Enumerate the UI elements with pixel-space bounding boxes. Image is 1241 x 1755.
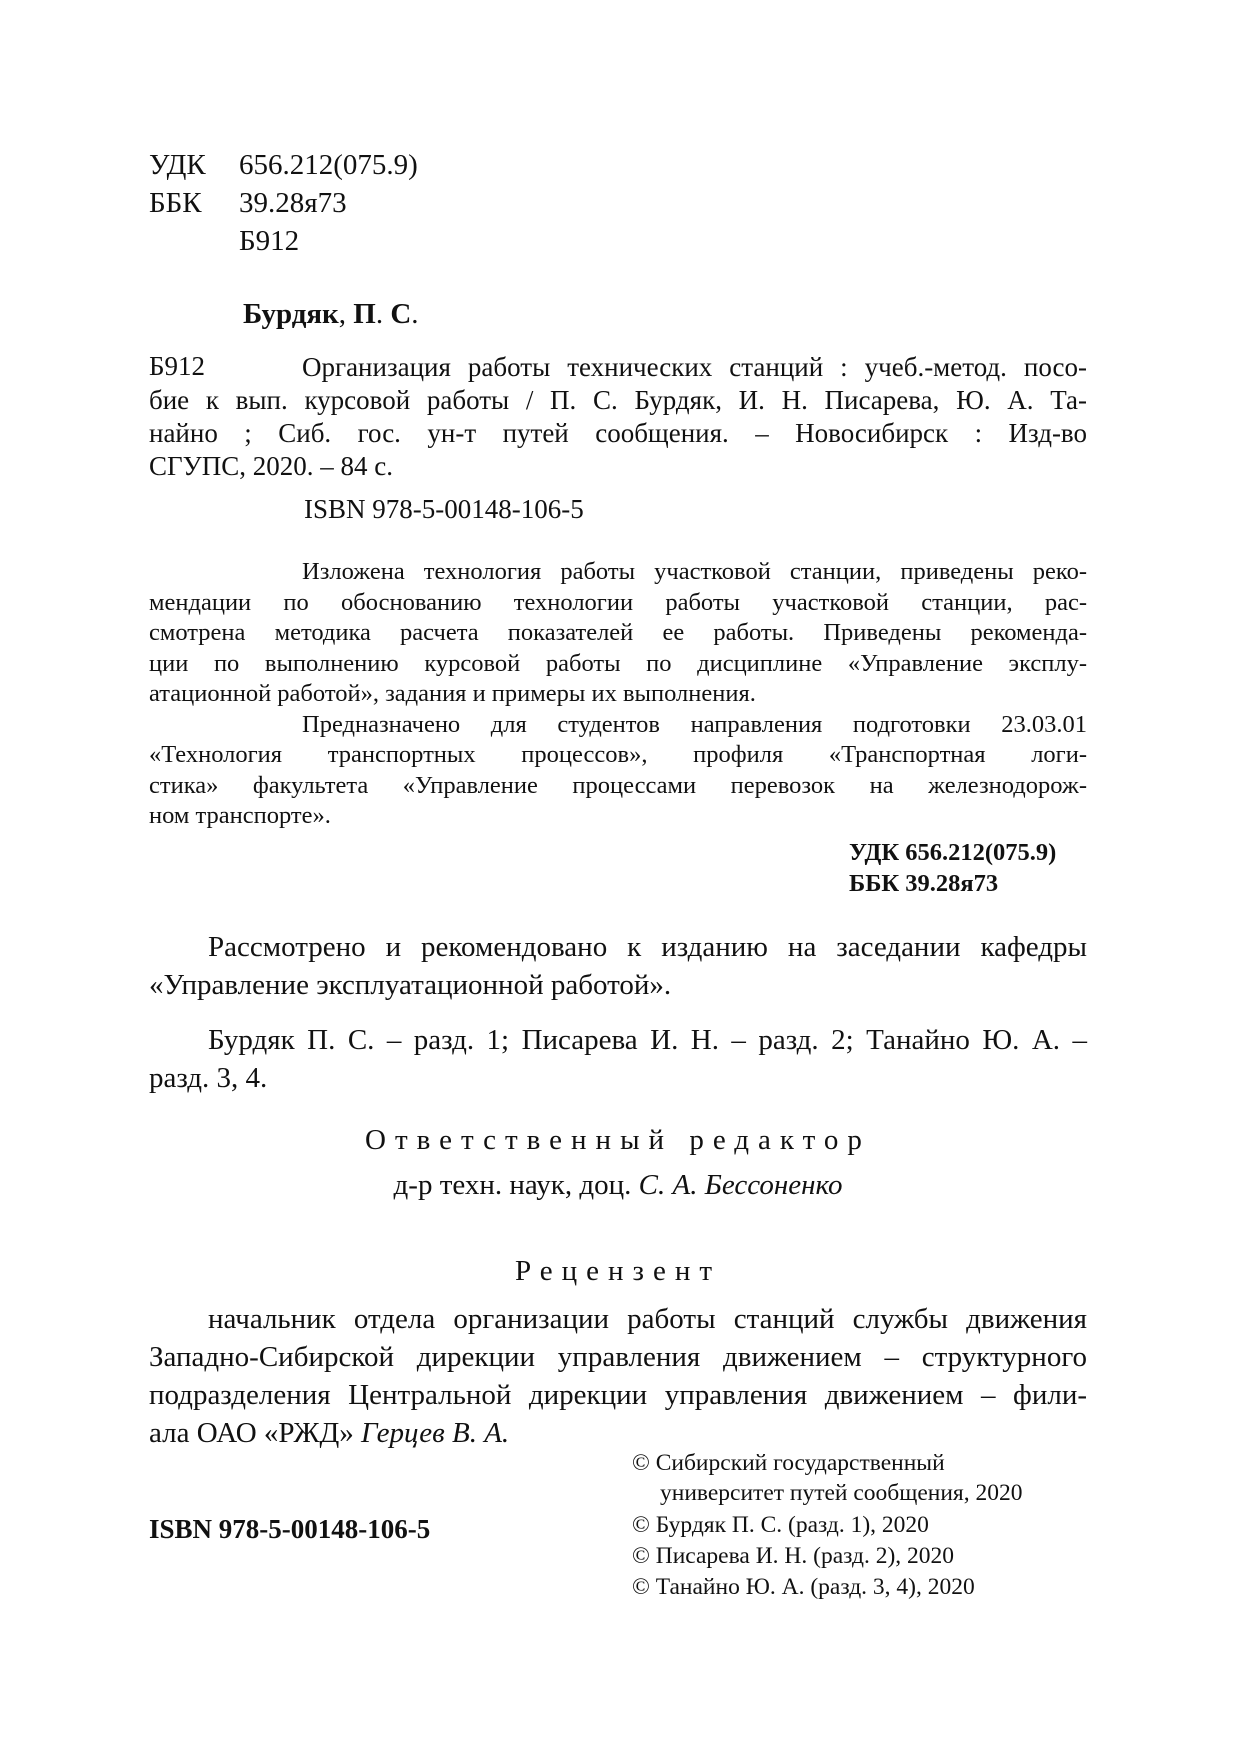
annotation-line: Изложена технология работы участковой станции, приведены реко- bbox=[302, 558, 1087, 585]
copyright-line: © Танайно Ю. А. (разд. 3, 4), 2020 bbox=[632, 1574, 975, 1600]
annotation-line: мендации по обоснованию технологии работы участковой станции, рас- bbox=[149, 588, 1087, 616]
reviewer-text bbox=[149, 1300, 1087, 1452]
annotation-line: смотрена методика расчета показателей ее работы. Приведены рекоменда- bbox=[149, 619, 1087, 646]
annotation-line: ном транспорте». bbox=[149, 802, 331, 829]
biblio-line-2: бие к вып. курсовой работы / П. С. Бурдяк, И. Н. Писарева, Ю. А. Та- bbox=[149, 385, 1087, 415]
approval-note bbox=[149, 928, 1087, 1004]
biblio-line-4: СГУПС, 2020. – 84 с. bbox=[149, 451, 393, 481]
author-initial-1: П bbox=[353, 298, 376, 330]
author-surname: Бурдяк bbox=[243, 298, 339, 330]
annotation-udk: УДК 656.212(075.9) bbox=[849, 839, 1057, 866]
author-comma: , bbox=[338, 298, 347, 330]
annotation-line: «Технология транспортных процессов», профиля «Транспортная логи- bbox=[149, 741, 1087, 768]
udk-label: УДК bbox=[149, 149, 206, 181]
biblio-line-3: найно ; Сиб. гос. ун-т путей сообщения. – Новосибирск : Изд-во bbox=[149, 418, 1087, 448]
editor-heading: Ответственный редактор bbox=[365, 1124, 871, 1156]
contributions-line-1: Бурдяк П. С. – разд. 1; Писарева И. Н. – разд. 2; Танайно Ю. А. – bbox=[208, 1024, 1087, 1056]
copyright-line: © Бурдяк П. С. (разд. 1), 2020 bbox=[632, 1512, 929, 1538]
annotation-line: ции по выполнению курсовой работы по дисциплине «Управление эксплу- bbox=[149, 649, 1087, 677]
contributions-line-2: разд. 3, 4. bbox=[149, 1062, 268, 1094]
approval-line-2: «Управление эксплуатационной работой». bbox=[149, 969, 672, 1001]
approval-line-1: Рассмотрено и рекомендовано к изданию на заседании кафедры bbox=[208, 931, 1087, 963]
contributions-note bbox=[149, 1021, 1087, 1097]
editor-line bbox=[149, 1169, 1087, 1202]
editor-name: С. А. Бессоненко bbox=[638, 1169, 843, 1201]
biblio-isbn: ISBN 978-5-00148-106-5 bbox=[304, 494, 584, 524]
annotation-bbk: ББК 39.28я73 bbox=[849, 870, 999, 897]
annotation-line: Предназначено для студентов направления подготовки 23.03.01 bbox=[302, 710, 1087, 738]
author-heading bbox=[243, 298, 419, 331]
reviewer-org: ала ОАО «РЖД» bbox=[149, 1417, 354, 1449]
annotation-line: стика» факультета «Управление процессами перевозок на железнодорож- bbox=[149, 771, 1087, 799]
reviewer-line: подразделения Центральной дирекции управления движением – фили- bbox=[149, 1379, 1087, 1411]
annotation bbox=[149, 557, 1087, 832]
reviewer-name: Герцев В. А. bbox=[361, 1417, 510, 1449]
copyright-line: © Писарева И. Н. (разд. 2), 2020 bbox=[632, 1543, 955, 1569]
reviewer-line-4 bbox=[149, 1414, 1087, 1452]
bbk-value: 39.28я73 bbox=[239, 187, 347, 219]
footer-isbn: ISBN 978-5-00148-106-5 bbox=[149, 1514, 431, 1544]
copyright-line: университет путей сообщения, 2020 bbox=[660, 1480, 1023, 1506]
reviewer-line: Западно-Сибирской дирекции управления движением – структурного bbox=[149, 1341, 1087, 1373]
reviewer-line: начальник отдела организации работы станций службы движения bbox=[208, 1303, 1087, 1335]
author-initial-2: С bbox=[390, 298, 412, 330]
author-dot-1: . bbox=[375, 298, 384, 330]
author-mark: Б912 bbox=[239, 225, 300, 257]
bbk-label: ББК bbox=[149, 187, 202, 219]
copyright-line: © Сибирский государственный bbox=[632, 1450, 945, 1476]
udk-value: 656.212(075.9) bbox=[239, 149, 418, 181]
annotation-line: атационной работой», задания и примеры их выполнения. bbox=[149, 680, 756, 707]
author-dot-2: . bbox=[411, 298, 419, 330]
reviewer-heading: Рецензент bbox=[514, 1255, 722, 1287]
biblio-record bbox=[149, 351, 1087, 483]
biblio-mark: Б912 bbox=[149, 351, 206, 381]
biblio-line-1: Организация работы технических станций : учеб.-метод. посо- bbox=[302, 352, 1087, 382]
editor-prefix: д-р техн. наук, доц. bbox=[393, 1169, 632, 1201]
